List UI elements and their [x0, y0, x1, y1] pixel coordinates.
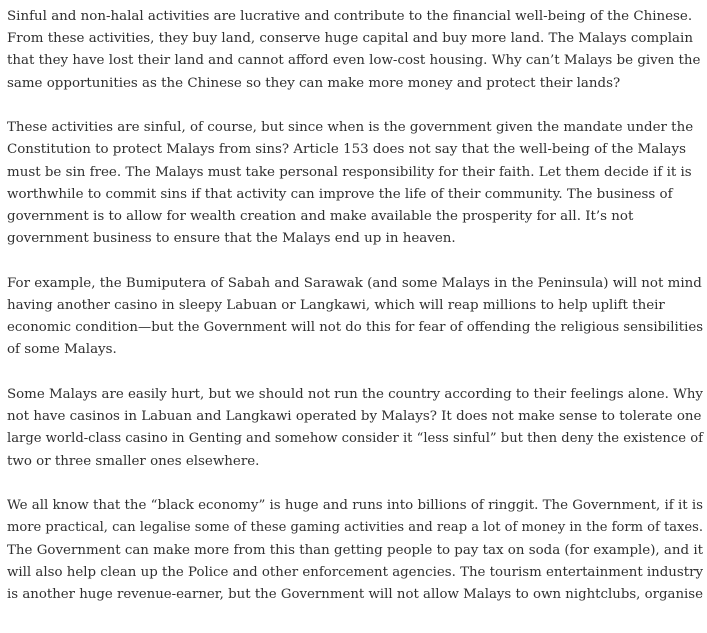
text-line: The Government can make more from this than getting people to pay tax on soda (for example), and it	[7, 542, 704, 558]
text-line: Constitution to protect Malays from sins? Article 153 does not say that the well-being of the Malays	[7, 142, 686, 158]
text-line: is another huge revenue-earner, but the Government will not allow Malays to own nightclubs, organise	[7, 587, 704, 603]
text-line: same opportunities as the Chinese so they can make more money and protect their lands?	[7, 75, 621, 91]
text-line: Sinful and non-halal activities are lucrative and contribute to the financial well-being of the Chinese.	[7, 9, 693, 24]
text-line: worthwhile to commit sins if that activity can improve the life of their community. The business of	[7, 186, 673, 202]
text-line: large world-class casino in Genting and somehow consider it “less sinful” but then deny the existence of	[7, 431, 703, 447]
paragraph-5	[7, 495, 704, 606]
text-line: two or three smaller ones elsewhere.	[7, 453, 260, 469]
text-line: not have casinos in Labuan and Langkawi operated by Malays? It does not make sense to tolerate one	[7, 409, 702, 425]
paragraph-1	[7, 6, 701, 95]
text-line: We all know that the “black economy” is huge and runs into billions of ringgit. The Government, if it is	[7, 498, 703, 514]
text-line: economic condition—but the Government will not do this for fear of offending the religious sensibilities	[7, 320, 703, 336]
text-line: will also help clean up the Police and other enforcement agencies. The tourism entertainment industry	[7, 564, 703, 580]
text-line: government is to allow for wealth creation and make available the prosperity for all. It’s not	[7, 209, 634, 225]
text-line: government business to ensure that the Malays end up in heaven.	[7, 231, 456, 247]
paragraph-2	[7, 117, 701, 250]
text-line: From these activities, they buy land, conserve huge capital and buy more land. The Malays complain	[7, 31, 693, 47]
text-line: of some Malays.	[7, 342, 117, 358]
text-line: For example, the Bumiputera of Sabah and Sarawak (and some Malays in the Peninsula) will not mind	[7, 275, 702, 291]
text-line: Some Malays are easily hurt, but we should not run the country according to their feelings alone. Why	[7, 387, 703, 403]
text-line: having another casino in sleepy Labuan or Langkawi, which will reap millions to help uplift their	[7, 298, 665, 314]
paragraph-4	[7, 384, 701, 473]
paragraph-3	[7, 273, 701, 362]
text-line: more practical, can legalise some of these gaming activities and reap a lot of money in the form of taxes.	[7, 520, 704, 536]
text-line: must be sin free. The Malays must take personal responsibility for their faith. Let them decide if it is	[7, 164, 692, 180]
text-line: These activities are sinful, of course, but since when is the government given the mandate under the	[7, 120, 694, 136]
text-line: that they have lost their land and cannot afford even low-cost housing. Why can’t Malays be given the	[7, 53, 701, 69]
